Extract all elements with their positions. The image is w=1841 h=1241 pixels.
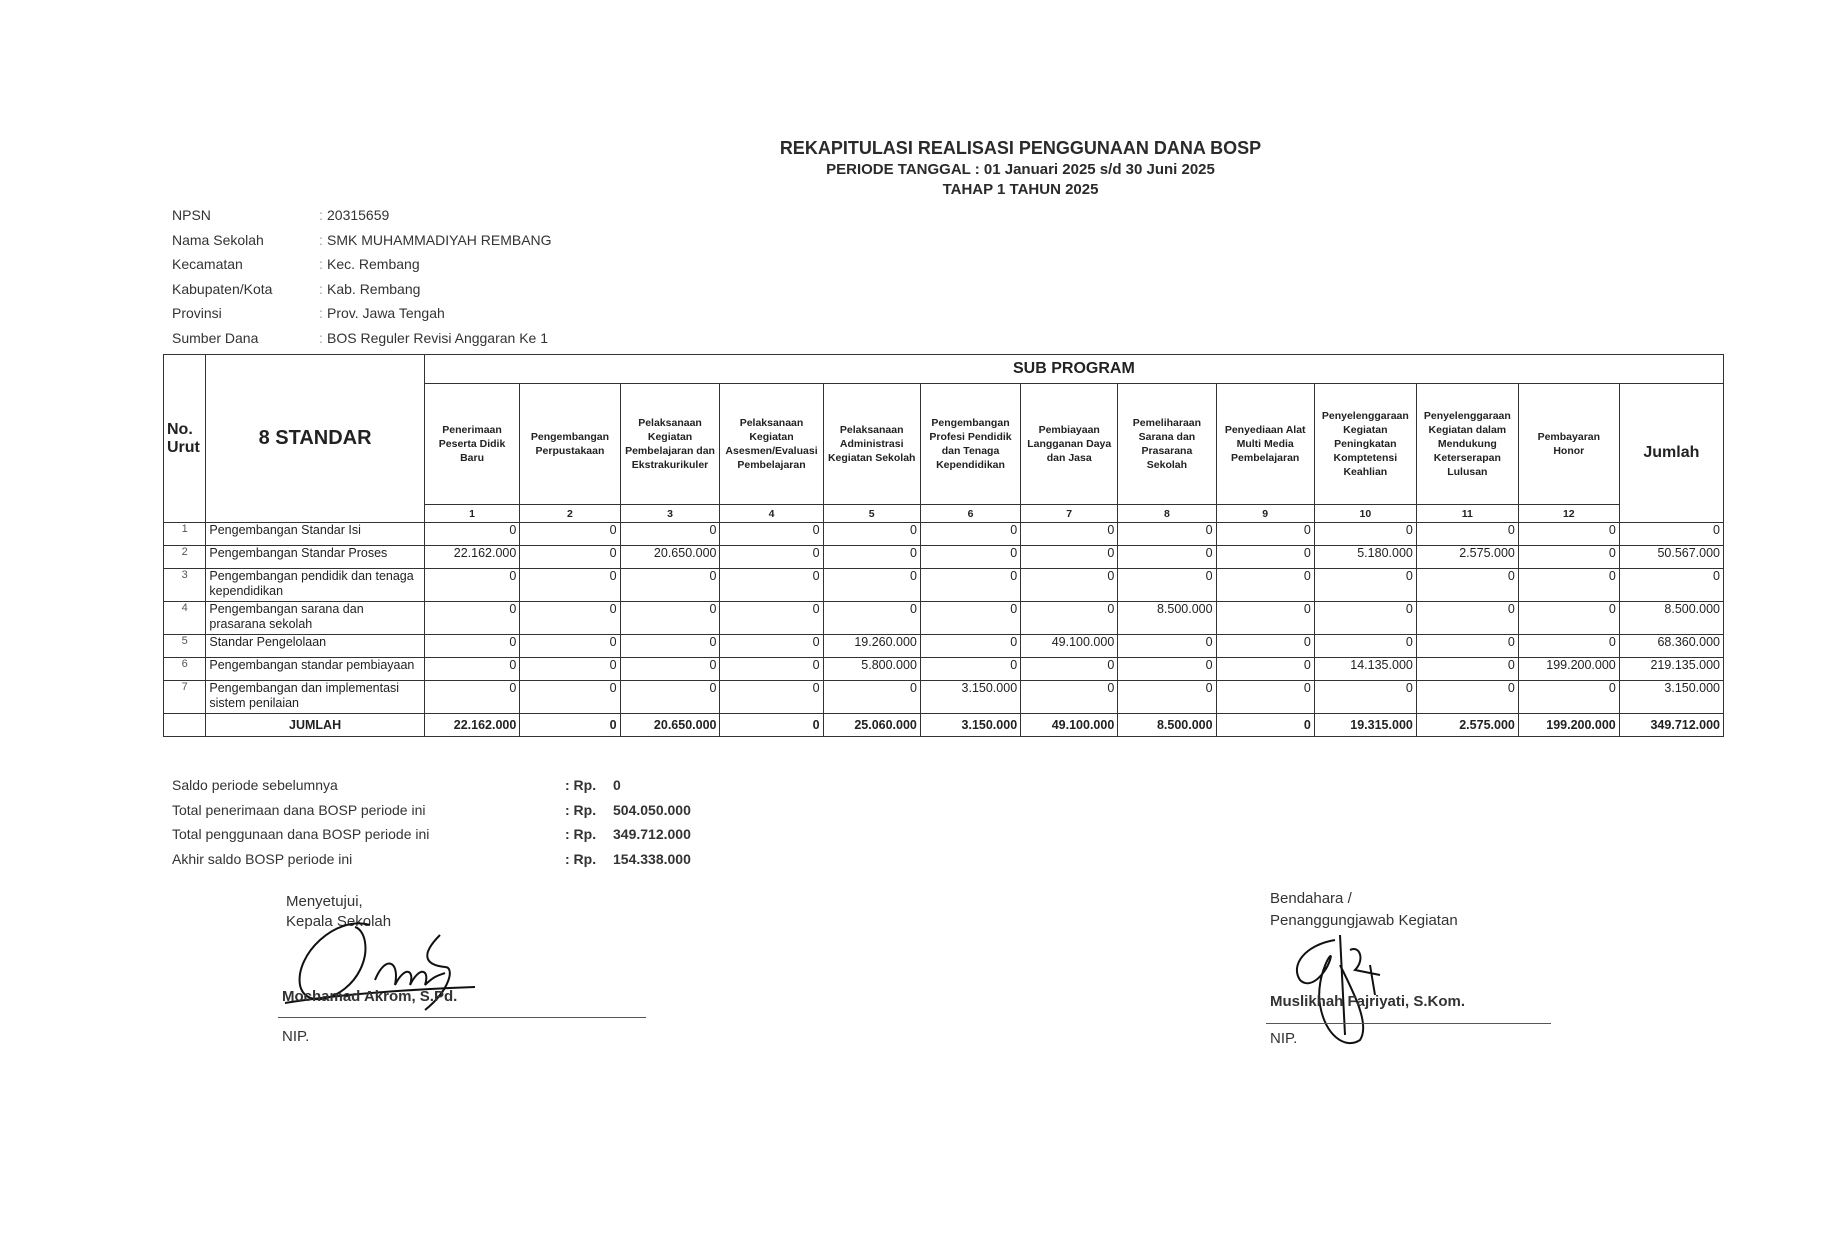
amount-cell: 14.135.000 xyxy=(1314,658,1416,681)
amount-cell: 0 xyxy=(1314,602,1416,635)
amount-cell: 3.150.000 xyxy=(920,681,1020,714)
info-province: Provinsi : Prov. Jawa Tengah xyxy=(172,305,552,330)
amount-cell: 0 xyxy=(1416,681,1518,714)
row-number: 6 xyxy=(164,658,206,681)
info-fund-source: Sumber Dana : BOS Reguler Revisi Anggaran Ke 1 xyxy=(172,330,552,355)
amount-cell: 2.575.000 xyxy=(1416,546,1518,569)
info-district: Kecamatan : Kec. Rembang xyxy=(172,256,552,281)
column-number: 9 xyxy=(1216,505,1314,523)
amount-cell: 0 xyxy=(1118,569,1216,602)
amount-cell: 0 xyxy=(720,602,823,635)
report-title: REKAPITULASI REALISASI PENGGUNAAN DANA BOSP xyxy=(779,138,1262,158)
column-header: Pembiayaan Langganan Daya dan Jasa xyxy=(1021,384,1118,505)
column-number: 7 xyxy=(1021,505,1118,523)
column-total-cell: 22.162.000 xyxy=(424,714,520,737)
row-total-cell: 8.500.000 xyxy=(1619,602,1723,635)
row-number: 2 xyxy=(164,546,206,569)
amount-cell: 0 xyxy=(1021,658,1118,681)
amount-cell: 0 xyxy=(520,523,620,546)
regency-value: Kab. Rembang xyxy=(327,280,421,297)
amount-cell: 5.800.000 xyxy=(823,658,920,681)
npsn-value: 20315659 xyxy=(327,207,390,223)
info-regency: Kabupaten/Kota : Kab. Rembang xyxy=(172,281,552,306)
amount-cell: 0 xyxy=(1314,569,1416,602)
column-number: 6 xyxy=(920,505,1020,523)
amount-cell: 0 xyxy=(424,681,520,714)
amount-cell: 0 xyxy=(1118,546,1216,569)
column-header: Pengembangan Perpustakaan xyxy=(520,384,620,505)
summary-row: Akhir saldo BOSP periode ini : Rp. 154.338.000 xyxy=(172,851,691,876)
school-info xyxy=(172,207,552,354)
amount-cell: 0 xyxy=(1216,546,1314,569)
amount-cell: 0 xyxy=(920,635,1020,658)
amount-cell: 0 xyxy=(1314,681,1416,714)
column-total-cell: 19.315.000 xyxy=(1314,714,1416,737)
amount-cell: 0 xyxy=(1416,635,1518,658)
column-total-cell: 0 xyxy=(520,714,620,737)
amount-cell: 0 xyxy=(520,602,620,635)
column-number: 2 xyxy=(520,505,620,523)
table-row xyxy=(164,546,1724,569)
headmaster-nip: NIP. xyxy=(282,1028,310,1045)
amount-cell: 0 xyxy=(1021,602,1118,635)
table-row xyxy=(164,658,1724,681)
amount-cell: 0 xyxy=(1118,658,1216,681)
treasurer-nip: NIP. xyxy=(1270,1030,1298,1047)
amount-cell: 0 xyxy=(620,569,720,602)
column-header: Pelaksanaan Administrasi Kegiatan Sekolah xyxy=(823,384,920,505)
row-total-cell: 3.150.000 xyxy=(1619,681,1723,714)
column-header: Penyelenggaraan Kegiatan dalam Mendukung Keterserapan Lulusan xyxy=(1416,384,1518,505)
row-number: 5 xyxy=(164,635,206,658)
column-number: 10 xyxy=(1314,505,1416,523)
amount-cell: 0 xyxy=(1314,523,1416,546)
row-total-cell: 0 xyxy=(1619,569,1723,602)
treasurer-title-1: Bendahara / xyxy=(1270,890,1352,907)
treasurer-name: Muslikhah Fajriyati, S.Kom. xyxy=(1270,993,1466,1010)
province-value: Prov. Jawa Tengah xyxy=(327,305,445,321)
info-npsn: NPSN : 20315659 xyxy=(172,207,552,232)
amount-cell: 199.200.000 xyxy=(1518,658,1619,681)
amount-cell: 0 xyxy=(823,569,920,602)
amount-cell: 0 xyxy=(1416,523,1518,546)
column-header: Pengembangan Profesi Pendidik dan Tenaga Kependidikan xyxy=(920,384,1020,505)
total-received-value: 504.050.000 xyxy=(613,801,691,818)
amount-cell: 0 xyxy=(920,602,1020,635)
amount-cell: 0 xyxy=(1216,602,1314,635)
amount-cell: 0 xyxy=(1118,635,1216,658)
column-total-cell: 2.575.000 xyxy=(1416,714,1518,737)
amount-cell: 0 xyxy=(1518,635,1619,658)
amount-cell: 0 xyxy=(1416,602,1518,635)
report-period: PERIODE TANGGAL : 01 Januari 2025 s/d 30 Juni 2025 xyxy=(826,161,1215,178)
total-used-value: 349.712.000 xyxy=(613,826,691,842)
sub-program-header: SUB PROGRAM xyxy=(424,355,1723,384)
amount-cell: 0 xyxy=(620,681,720,714)
balance-summary xyxy=(172,777,691,875)
amount-cell: 0 xyxy=(1216,658,1314,681)
amount-cell: 0 xyxy=(1021,681,1118,714)
amount-cell: 0 xyxy=(920,546,1020,569)
amount-cell: 0 xyxy=(1518,681,1619,714)
amount-cell: 8.500.000 xyxy=(1118,602,1216,635)
column-number: 4 xyxy=(720,505,823,523)
amount-cell: 19.260.000 xyxy=(823,635,920,658)
amount-cell: 0 xyxy=(720,546,823,569)
row-number: 7 xyxy=(164,681,206,714)
summary-row: Saldo periode sebelumnya : Rp. 0 xyxy=(172,777,691,802)
table-row xyxy=(164,523,1724,546)
amount-cell: 0 xyxy=(823,546,920,569)
column-header: Penyelenggaraan Kegiatan Peningkatan Komptetensi Keahlian xyxy=(1314,384,1416,505)
amount-cell: 0 xyxy=(1314,635,1416,658)
standar-label: Standar Pengelolaan xyxy=(206,635,424,658)
column-total-cell: 49.100.000 xyxy=(1021,714,1118,737)
column-total-cell: 0 xyxy=(720,714,823,737)
column-header: Pelaksanaan Kegiatan Asesmen/Evaluasi Pembelajaran xyxy=(720,384,823,505)
amount-cell: 0 xyxy=(520,546,620,569)
approver-title-1: Menyetujui, xyxy=(286,893,363,910)
amount-cell: 0 xyxy=(620,658,720,681)
row-total-cell: 50.567.000 xyxy=(1619,546,1723,569)
column-total-cell: 25.060.000 xyxy=(823,714,920,737)
fund-source-value: BOS Reguler Revisi Anggaran Ke 1 xyxy=(327,329,549,346)
amount-cell: 0 xyxy=(1021,546,1118,569)
info-school-name: Nama Sekolah : SMK MUHAMMADIYAH REMBANG xyxy=(172,232,552,257)
amount-cell: 22.162.000 xyxy=(424,546,520,569)
standar-label: Pengembangan dan implementasi sistem penilaian xyxy=(206,681,424,714)
amount-cell: 0 xyxy=(823,681,920,714)
total-row-blank xyxy=(164,714,206,737)
treasurer-title-2: Penanggungjawab Kegiatan xyxy=(1270,912,1458,929)
standar-label: Pengembangan pendidik dan tenaga kependidikan xyxy=(206,569,424,602)
row-number: 4 xyxy=(164,602,206,635)
column-number: 11 xyxy=(1416,505,1518,523)
amount-cell: 0 xyxy=(920,569,1020,602)
amount-cell: 0 xyxy=(1118,523,1216,546)
table-row xyxy=(164,602,1724,635)
amount-cell: 0 xyxy=(520,681,620,714)
standar-label: Pengembangan Standar Proses xyxy=(206,546,424,569)
amount-cell: 0 xyxy=(720,569,823,602)
amount-cell: 0 xyxy=(1518,546,1619,569)
column-total-cell: 0 xyxy=(1216,714,1314,737)
district-value: Kec. Rembang xyxy=(327,256,420,272)
amount-cell: 0 xyxy=(520,658,620,681)
amount-cell: 0 xyxy=(823,602,920,635)
column-header: Pembayaran Honor xyxy=(1518,384,1619,505)
total-row xyxy=(164,714,1724,737)
amount-cell: 0 xyxy=(1416,658,1518,681)
signature-line xyxy=(278,1017,646,1018)
amount-cell: 0 xyxy=(1021,523,1118,546)
report-stage: TAHAP 1 TAHUN 2025 xyxy=(942,181,1099,198)
column-header: Penyediaan Alat Multi Media Pembelajaran xyxy=(1216,384,1314,505)
no-urut-header: No. Urut xyxy=(164,355,206,523)
amount-cell: 0 xyxy=(620,635,720,658)
table-row xyxy=(164,681,1724,714)
row-total-cell: 219.135.000 xyxy=(1619,658,1723,681)
row-number: 3 xyxy=(164,569,206,602)
approver-title-2: Kepala Sekolah xyxy=(286,913,392,930)
column-total-cell: 3.150.000 xyxy=(920,714,1020,737)
standar-label: Pengembangan standar pembiayaan xyxy=(206,658,424,681)
summary-row: Total penggunaan dana BOSP periode ini : Rp. 349.712.000 xyxy=(172,826,691,851)
amount-cell: 0 xyxy=(1216,569,1314,602)
amount-cell: 0 xyxy=(920,658,1020,681)
amount-cell: 0 xyxy=(1518,569,1619,602)
amount-cell: 0 xyxy=(1216,635,1314,658)
ending-balance-value: 154.338.000 xyxy=(613,850,691,867)
column-header: Penerimaan Peserta Didik Baru xyxy=(424,384,520,505)
summary-row: Total penerimaan dana BOSP periode ini : Rp. 504.050.000 xyxy=(172,802,691,827)
amount-cell: 0 xyxy=(1021,569,1118,602)
amount-cell: 0 xyxy=(720,523,823,546)
amount-cell: 0 xyxy=(1518,602,1619,635)
column-total-cell: 199.200.000 xyxy=(1518,714,1619,737)
table-row xyxy=(164,569,1724,602)
amount-cell: 0 xyxy=(520,635,620,658)
row-number: 1 xyxy=(164,523,206,546)
column-number: 1 xyxy=(424,505,520,523)
amount-cell: 0 xyxy=(520,569,620,602)
amount-cell: 5.180.000 xyxy=(1314,546,1416,569)
amount-cell: 0 xyxy=(620,602,720,635)
amount-cell: 0 xyxy=(424,523,520,546)
row-total-cell: 68.360.000 xyxy=(1619,635,1723,658)
column-number: 12 xyxy=(1518,505,1619,523)
school-name-value: SMK MUHAMMADIYAH REMBANG xyxy=(327,231,552,248)
amount-cell: 0 xyxy=(823,523,920,546)
grand-total-cell: 349.712.000 xyxy=(1619,714,1723,737)
amount-cell: 49.100.000 xyxy=(1021,635,1118,658)
amount-cell: 0 xyxy=(424,569,520,602)
amount-cell: 0 xyxy=(620,523,720,546)
amount-cell: 0 xyxy=(1216,523,1314,546)
row-total-cell: 0 xyxy=(1619,523,1723,546)
previous-balance-value: 0 xyxy=(613,777,621,793)
table-row xyxy=(164,635,1724,658)
column-total-cell: 20.650.000 xyxy=(620,714,720,737)
amount-cell: 0 xyxy=(920,523,1020,546)
amount-cell: 0 xyxy=(720,635,823,658)
amount-cell: 0 xyxy=(1518,523,1619,546)
amount-cell: 20.650.000 xyxy=(620,546,720,569)
jumlah-header: Jumlah xyxy=(1619,384,1723,523)
standar-label: Pengembangan sarana dan prasarana sekolah xyxy=(206,602,424,635)
amount-cell: 0 xyxy=(720,681,823,714)
amount-cell: 0 xyxy=(424,658,520,681)
column-header: Pemeliharaan Sarana dan Prasarana Sekolah xyxy=(1118,384,1216,505)
standar-header: 8 STANDAR xyxy=(206,355,424,523)
column-number: 8 xyxy=(1118,505,1216,523)
total-label: JUMLAH xyxy=(206,714,424,737)
column-number: 3 xyxy=(620,505,720,523)
signature-line xyxy=(1266,1023,1551,1024)
amount-cell: 0 xyxy=(1118,681,1216,714)
amount-cell: 0 xyxy=(424,602,520,635)
realization-table xyxy=(163,354,1724,737)
amount-cell: 0 xyxy=(1216,681,1314,714)
amount-cell: 0 xyxy=(720,658,823,681)
column-number: 5 xyxy=(823,505,920,523)
column-total-cell: 8.500.000 xyxy=(1118,714,1216,737)
standar-label: Pengembangan Standar Isi xyxy=(206,523,424,546)
headmaster-name: Mochamad Akrom, S.Pd. xyxy=(282,988,458,1005)
amount-cell: 0 xyxy=(1416,569,1518,602)
amount-cell: 0 xyxy=(424,635,520,658)
column-header: Pelaksanaan Kegiatan Pembelajaran dan Ekstrakurikuler xyxy=(620,384,720,505)
